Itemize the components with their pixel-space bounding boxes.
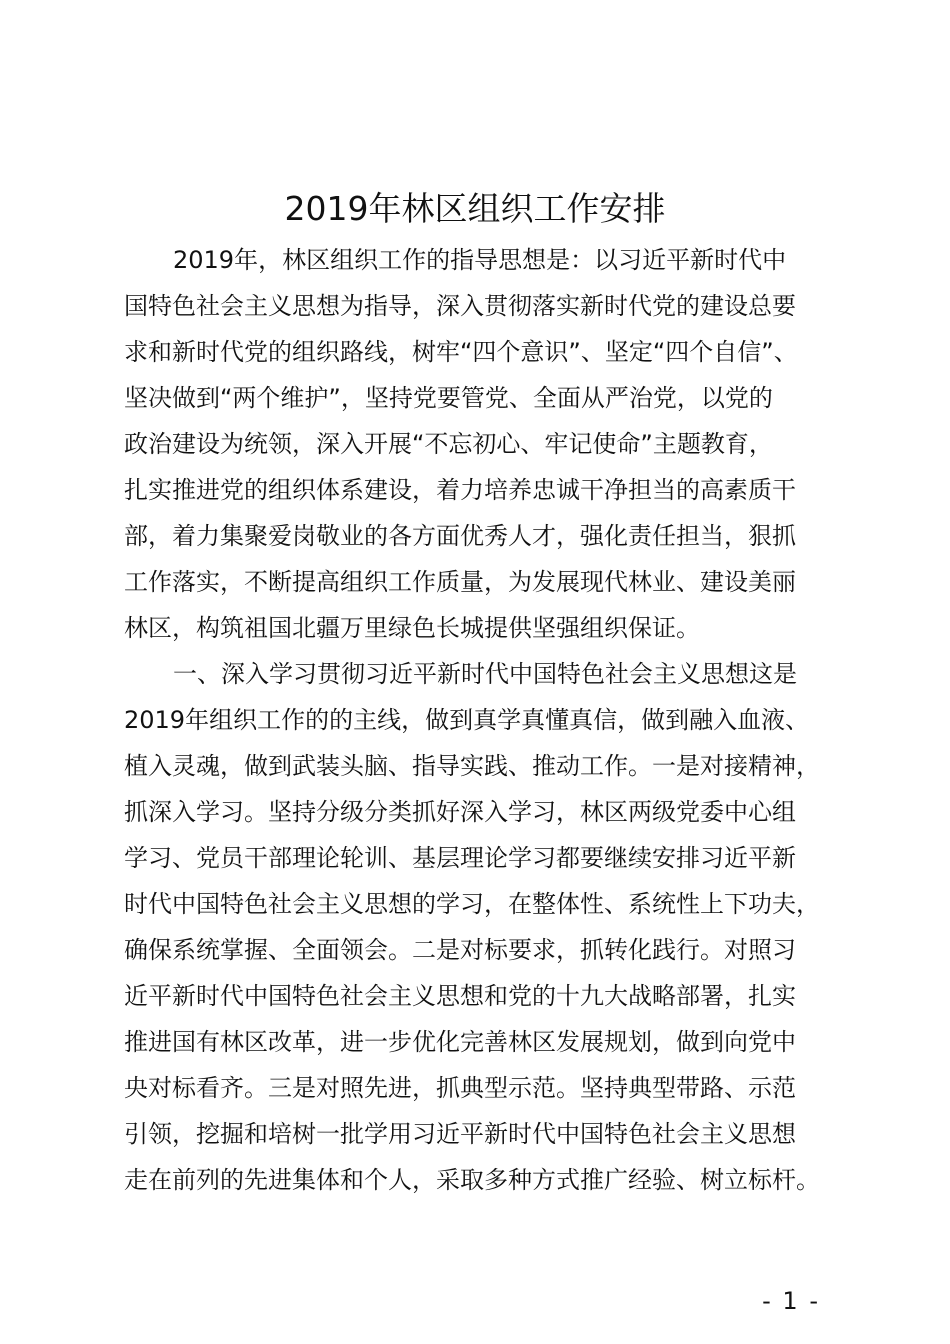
paragraph-line: 扎实推进党的组织体系建设，着力培养忠诚干净担当的高素质干 <box>124 476 796 504</box>
paragraph-line: 学习、党员干部理论轮训、基层理论学习都要继续安排习近平新 <box>124 844 796 872</box>
paragraph-line: 求和新时代党的组织路线，树牢“四个意识”、坚定“四个自信”、 <box>124 338 798 366</box>
paragraph-line: 一、深入学习贯彻习近平新时代中国特色社会主义思想这是 <box>173 660 797 688</box>
paragraph-line: 2019年组织工作的的主线，做到真学真懂真信，做到融入血液、 <box>124 706 810 734</box>
paragraph-line: 确保系统掌握、全面领会。二是对标要求，抓转化践行。对照习 <box>124 936 796 964</box>
page-number: - 1 - <box>762 1287 820 1315</box>
paragraph-line: 2019年，林区组织工作的指导思想是：以习近平新时代中 <box>173 246 787 274</box>
document-body <box>124 237 854 1203</box>
paragraph-line: 植入灵魂，做到武装头脑、指导实践、推动工作。一是对接精神， <box>124 752 820 780</box>
paragraph-line: 时代中国特色社会主义思想的学习，在整体性、系统性上下功夫， <box>124 890 820 918</box>
paragraph-line: 坚决做到“两个维护”，坚持党要管党、全面从严治党，以党的 <box>124 384 773 412</box>
document-title: 2019年林区组织工作安排 <box>284 189 666 228</box>
paragraph-line: 部，着力集聚爱岗敬业的各方面优秀人才，强化责任担当，狠抓 <box>124 522 796 550</box>
paragraph-line: 引领，挖掘和培树一批学用习近平新时代中国特色社会主义思想 <box>124 1120 796 1148</box>
paragraph-line: 推进国有林区改革，进一步优化完善林区发展规划，做到向党中 <box>124 1028 796 1056</box>
paragraph-line: 走在前列的先进集体和个人，采取多种方式推广经验、树立标杆。 <box>124 1166 820 1194</box>
paragraph-line: 政治建设为统领，深入开展“不忘初心、牢记使命”主题教育， <box>124 430 773 458</box>
paragraph-line: 工作落实，不断提高组织工作质量，为发展现代林业、建设美丽 <box>124 568 796 596</box>
paragraph-line: 国特色社会主义思想为指导，深入贯彻落实新时代党的建设总要 <box>124 292 796 320</box>
paragraph-line: 央对标看齐。三是对照先进，抓典型示范。坚持典型带路、示范 <box>124 1074 796 1102</box>
paragraph-line: 近平新时代中国特色社会主义思想和党的十九大战略部署，扎实 <box>124 982 796 1010</box>
paragraph-line: 抓深入学习。坚持分级分类抓好深入学习，林区两级党委中心组 <box>124 798 796 826</box>
paragraph-line: 林区，构筑祖国北疆万里绿色长城提供坚强组织保证。 <box>124 614 700 642</box>
